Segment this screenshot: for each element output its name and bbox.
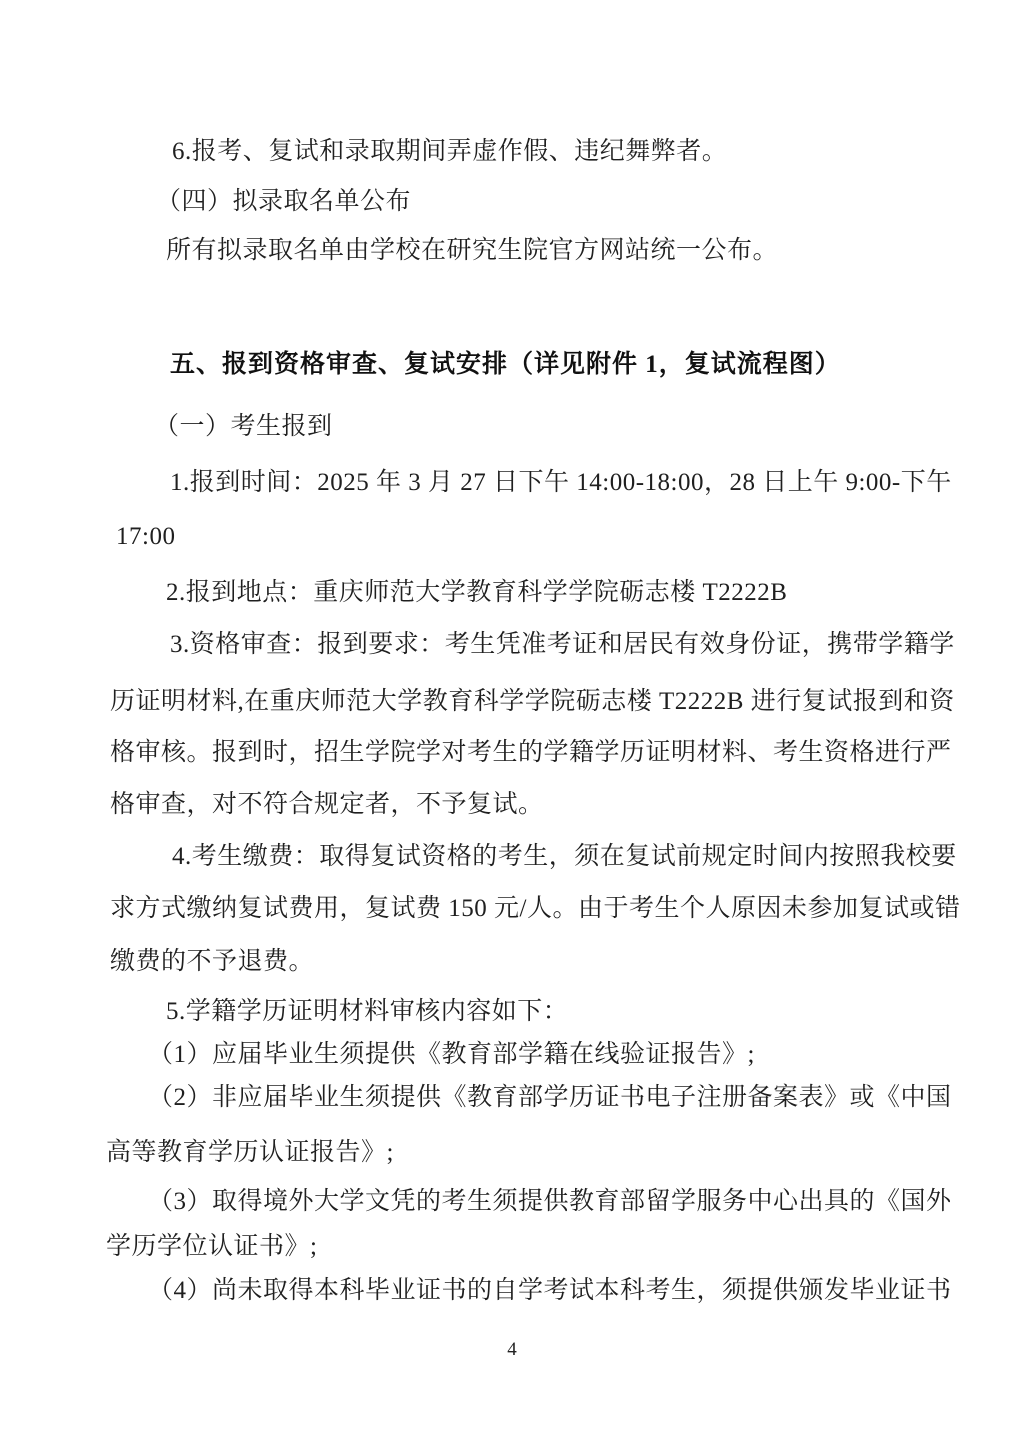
doc-line-qualification-1: 3.资格审查：报到要求：考生凭准考证和居民有效身份证，携带学籍学 xyxy=(170,631,955,658)
doc-line-payment-2: 求方式缴纳复试费用，复试费 150 元/人。由于考生个人原因未参加复试或错 xyxy=(110,895,961,922)
doc-line-section4-title: （四）拟录取名单公布 xyxy=(156,188,412,215)
doc-line-materials-item2-1: （2）非应届毕业生须提供《教育部学历证书电子注册备案表》或《中国 xyxy=(148,1084,952,1111)
doc-line-materials-item2-2: 高等教育学历认证报告》; xyxy=(106,1139,394,1166)
doc-line-checkin-time-1: 1.报到时间：2025 年 3 月 27 日下午 14:00-18:00，28 日上午 9:00-下午 xyxy=(170,469,952,496)
doc-line-qualification-2: 历证明材料,在重庆师范大学教育科学学院砺志楼 T2222B 进行复试报到和资 xyxy=(110,688,955,715)
doc-line-qualification-4: 格审查，对不符合规定者，不予复试。 xyxy=(110,791,544,818)
doc-line-item6-cheating: 6.报考、复试和录取期间弄虚作假、违纪舞弊者。 xyxy=(172,138,728,165)
doc-line-materials-item4-1: （4）尚未取得本科毕业证书的自学考试本科考生，须提供颁发毕业证书 xyxy=(148,1277,952,1304)
page-number: 4 xyxy=(507,1339,517,1360)
doc-line-qualification-3: 格审核。报到时，招生学院学对考生的学籍学历证明材料、考生资格进行严 xyxy=(110,739,952,766)
doc-line-subsection1-title: （一）考生报到 xyxy=(154,413,333,440)
doc-line-materials-item3-1: （3）取得境外大学文凭的考生须提供教育部留学服务中心出具的《国外 xyxy=(148,1188,952,1215)
doc-line-materials-title: 5.学籍学历证明材料审核内容如下： xyxy=(166,998,569,1025)
doc-heading-section5: 五、报到资格审查、复试安排（详见附件 1，复试流程图） xyxy=(170,351,841,378)
doc-line-payment-1: 4.考生缴费：取得复试资格的考生，须在复试前规定时间内按照我校要 xyxy=(172,843,957,870)
doc-line-materials-item3-2: 学历学位认证书》; xyxy=(106,1233,318,1260)
doc-line-payment-3: 缴费的不予退费。 xyxy=(110,948,315,975)
doc-line-materials-item1: （1）应届毕业生须提供《教育部学籍在线验证报告》; xyxy=(148,1041,755,1068)
doc-line-section4-body: 所有拟录取名单由学校在研究生院官方网站统一公布。 xyxy=(166,237,779,264)
doc-line-checkin-place: 2.报到地点：重庆师范大学教育科学学院砺志楼 T2222B xyxy=(166,579,788,606)
doc-line-checkin-time-2: 17:00 xyxy=(116,523,176,550)
